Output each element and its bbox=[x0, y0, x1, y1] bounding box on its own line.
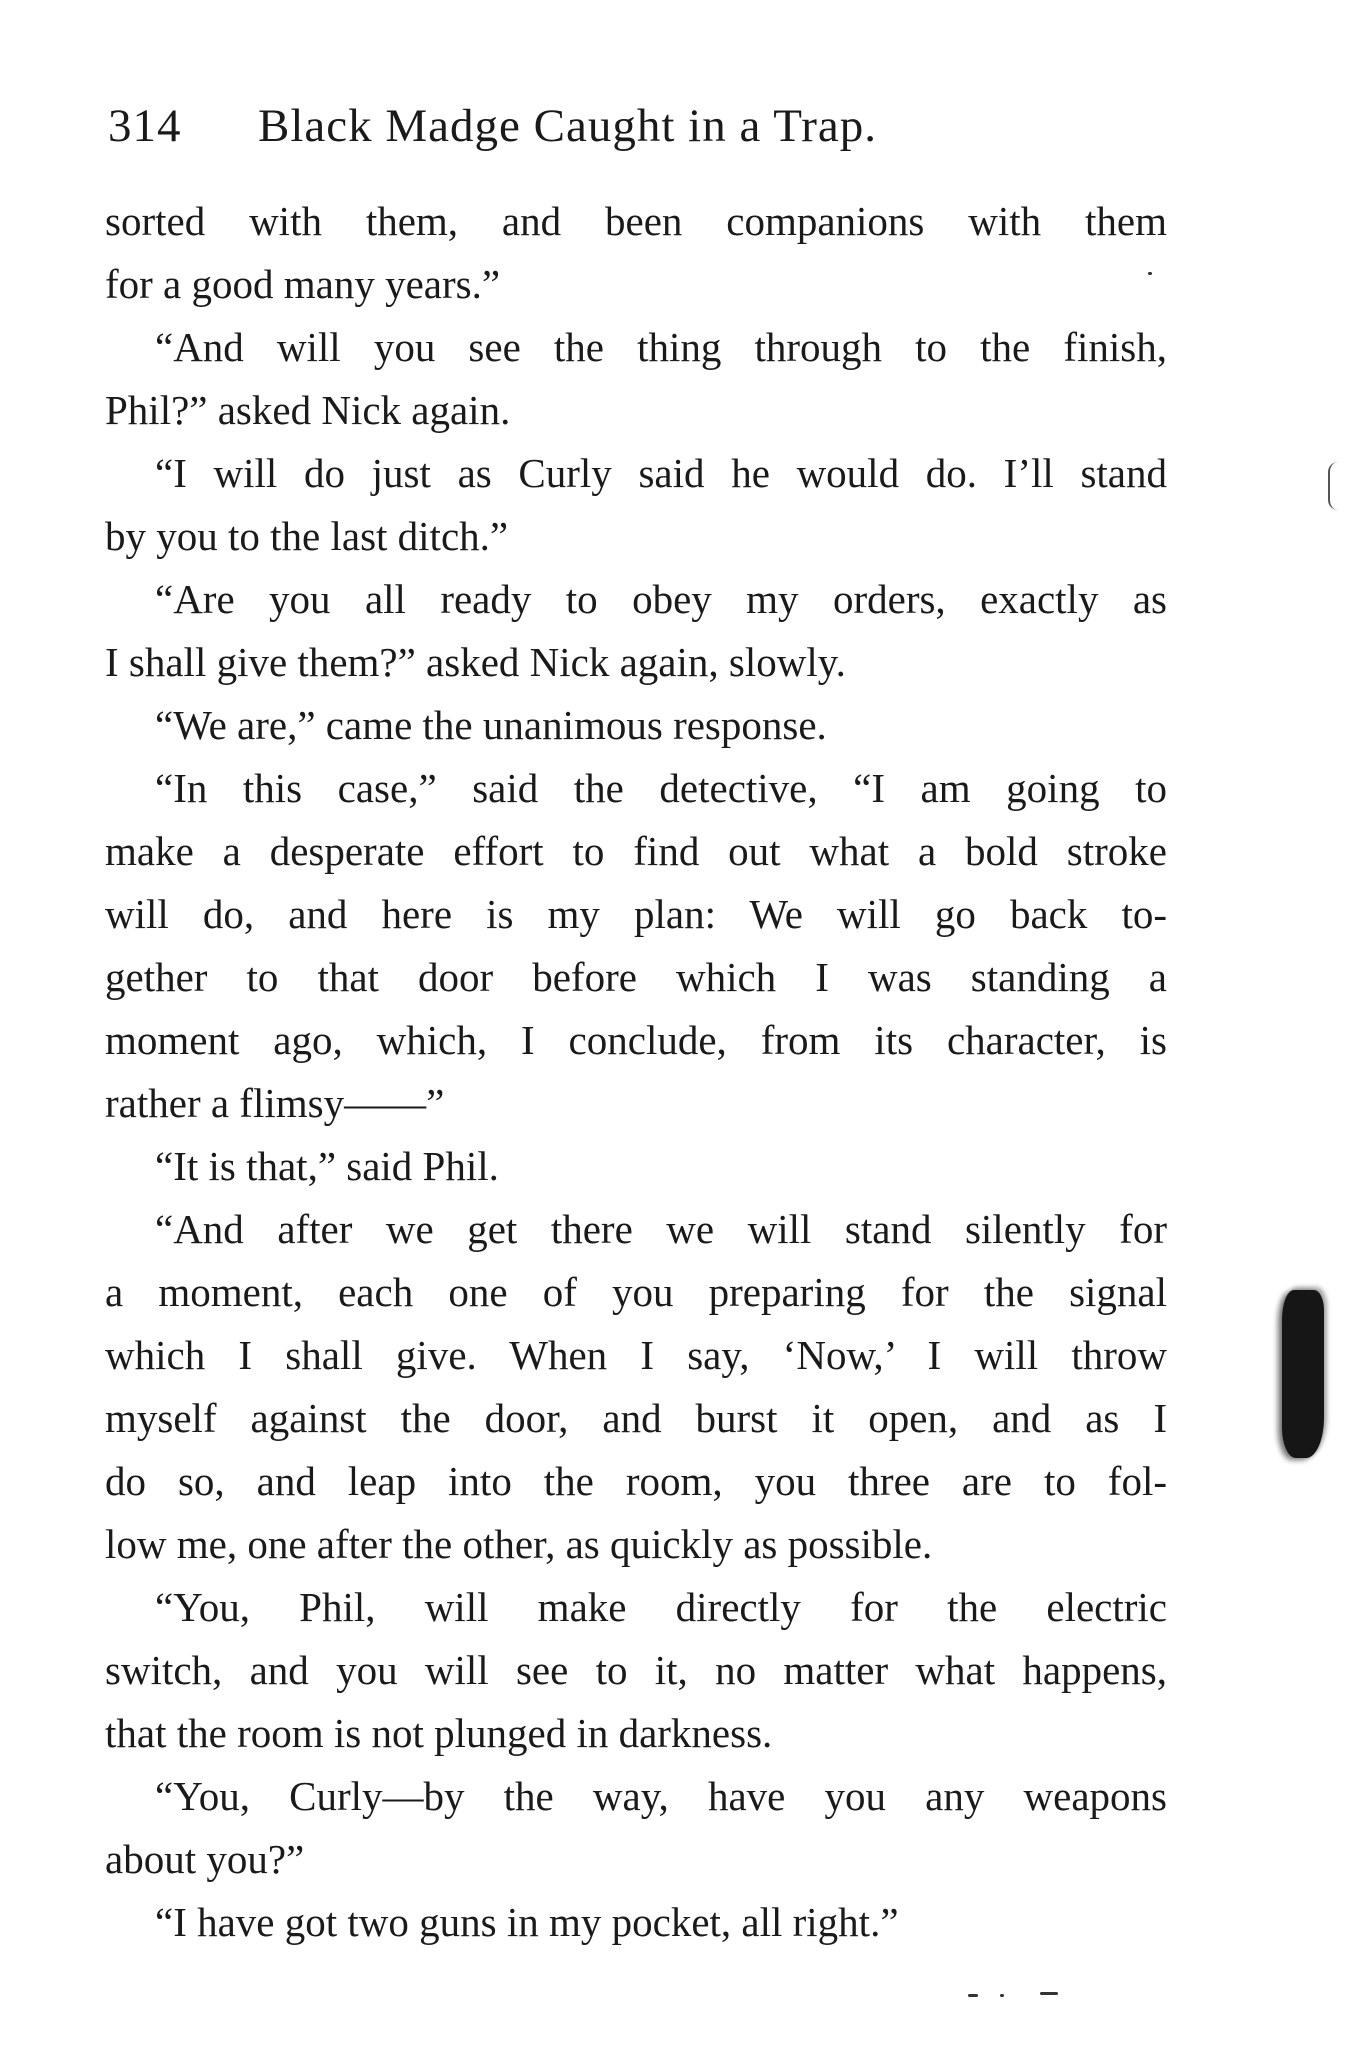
text-line: “And will you see the thing through to the finish, bbox=[155, 324, 1167, 370]
text-line: myself against the door, and burst it open, and as I bbox=[105, 1395, 1167, 1441]
speck-mark bbox=[968, 1994, 978, 1997]
text-line: “I will do just as Curly said he would do. I’ll stand bbox=[155, 450, 1167, 496]
text-line: make a desperate effort to find out what a bold stroke bbox=[105, 828, 1167, 874]
text-line: “I have got two guns in my pocket, all right.” bbox=[155, 1899, 899, 1945]
text-line: “You, Curly—by the way, have you any weapons bbox=[155, 1773, 1167, 1819]
text-line: I shall give them?” asked Nick again, slowly. bbox=[105, 639, 846, 685]
text-line: Phil?” asked Nick again. bbox=[105, 387, 511, 433]
text-line: gether to that door before which I was standing a bbox=[105, 954, 1167, 1000]
text-line: about you?” bbox=[105, 1836, 305, 1882]
text-line: will do, and here is my plan: We will go back to- bbox=[105, 891, 1167, 937]
speck-mark bbox=[1000, 1994, 1004, 1997]
text-line: for a good many years.” bbox=[105, 261, 501, 307]
page-edge-mark bbox=[1328, 462, 1340, 510]
text-line: sorted with them, and been companions with them bbox=[105, 198, 1167, 244]
text-line: do so, and leap into the room, you three are to fol- bbox=[105, 1458, 1167, 1504]
text-line: “We are,” came the unanimous response. bbox=[155, 702, 827, 748]
text-line: that the room is not plunged in darkness. bbox=[105, 1710, 773, 1756]
text-line: rather a flimsy——” bbox=[105, 1080, 445, 1126]
text-line: low me, one after the other, as quickly as possible. bbox=[105, 1521, 933, 1567]
text-line: which I shall give. When I say, ‘Now,’ I will throw bbox=[105, 1332, 1167, 1378]
text-line: “It is that,” said Phil. bbox=[155, 1143, 499, 1189]
text-line: “You, Phil, will make directly for the electric bbox=[155, 1584, 1167, 1630]
text-body bbox=[105, 190, 1167, 1954]
text-line: “And after we get there we will stand silently for bbox=[155, 1206, 1167, 1252]
page-number: 314 bbox=[108, 100, 182, 152]
text-line: switch, and you will see to it, no matter what happens, bbox=[105, 1647, 1167, 1693]
text-line: “Are you all ready to obey my orders, exactly as bbox=[155, 576, 1167, 622]
text-line: by you to the last ditch.” bbox=[105, 513, 509, 559]
text-line: a moment, each one of you preparing for the signal bbox=[105, 1269, 1167, 1315]
chapter-title: Black Madge Caught in a Trap. bbox=[258, 100, 878, 152]
text-line: “In this case,” said the detective, “I am going to bbox=[155, 765, 1167, 811]
running-head bbox=[108, 96, 1168, 156]
speck-mark bbox=[1040, 1992, 1058, 1995]
ink-smudge bbox=[1282, 1290, 1324, 1458]
speck-mark bbox=[1148, 272, 1152, 275]
text-line: moment ago, which, I conclude, from its character, is bbox=[105, 1017, 1167, 1063]
